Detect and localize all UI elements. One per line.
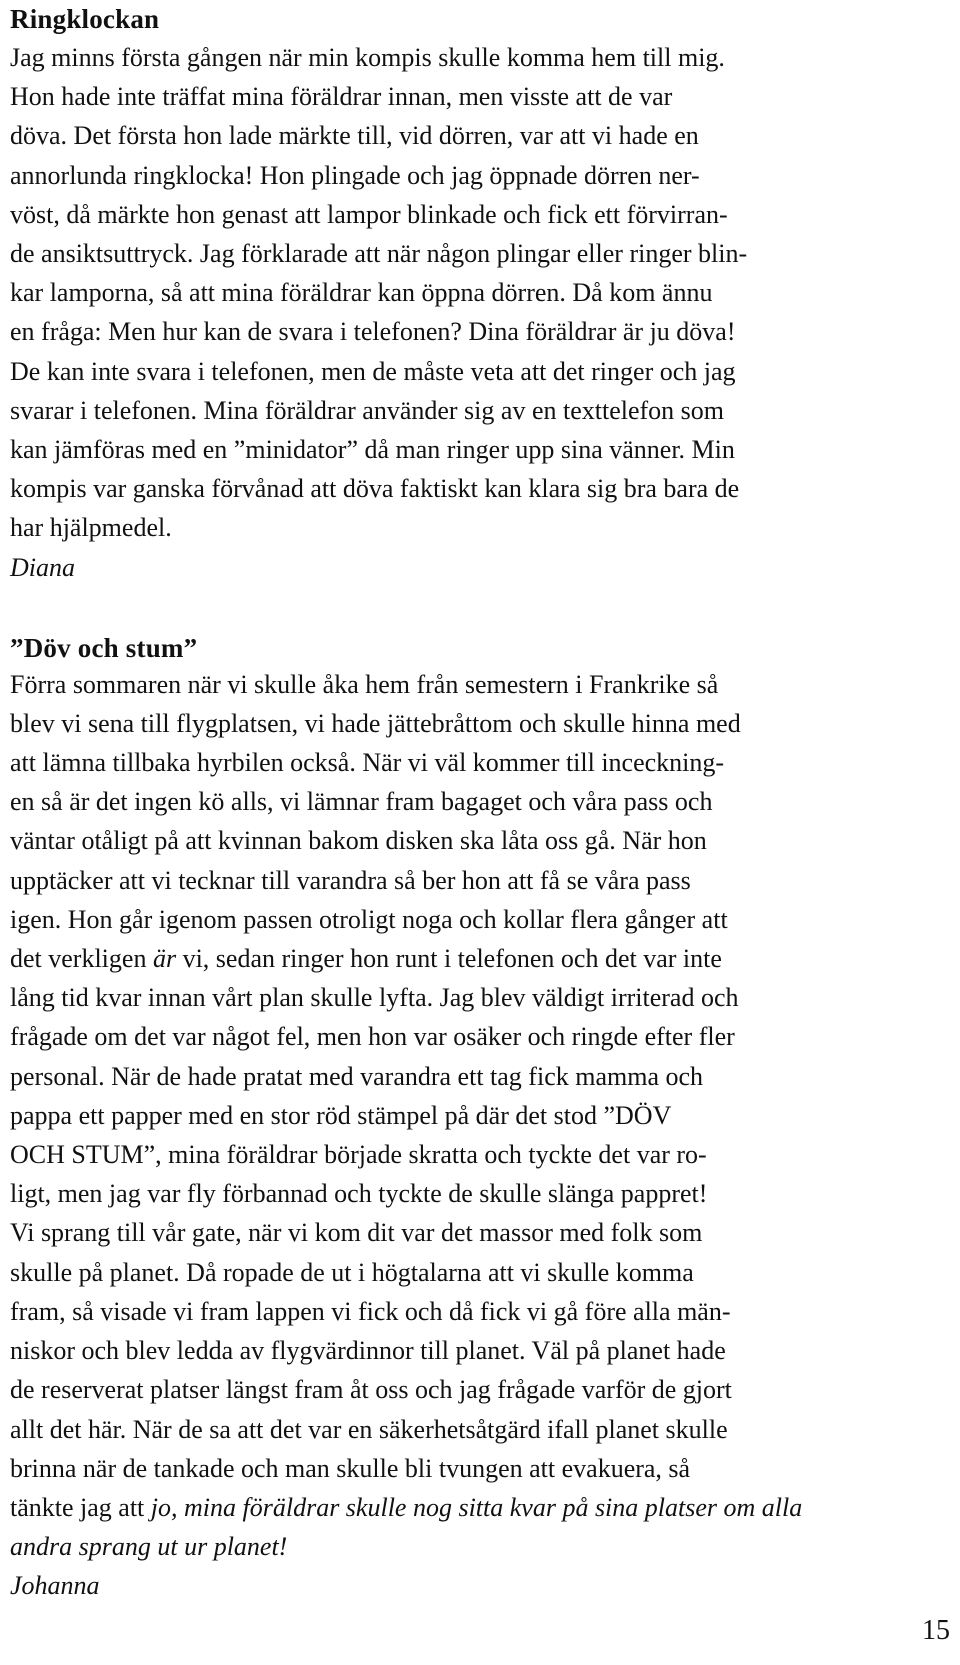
text-line: en fråga: Men hur kan de svara i telefonen? Dina föräldrar är ju döva! (10, 317, 736, 347)
text-segment: tänkte jag att (10, 1492, 151, 1522)
article-body (10, 38, 952, 548)
page-number: 15 (922, 1615, 950, 1646)
article-author: Johanna (10, 1571, 100, 1601)
text-line: de ansiktsuttryck. Jag förklarade att när någon plingar eller ringer blin- (10, 239, 748, 269)
text-line: Förra sommaren när vi skulle åka hem från semestern i Frankrike så (10, 669, 719, 699)
section-spacer (10, 587, 952, 625)
text-line: kar lamporna, så att mina föräldrar kan öppna dörren. Då kom ännu (10, 278, 713, 308)
text-line: svarar i telefonen. Mina föräldrar använder sig av en texttelefon som (10, 395, 724, 425)
emphasis-text: andra sprang ut ur planet! (10, 1532, 288, 1562)
text-line: lång tid kvar innan vårt plan skulle lyfta. Jag blev väldigt irriterad och (10, 983, 739, 1013)
text-segment: det verkligen (10, 944, 153, 974)
emphasis-text: jo, mina föräldrar skulle nog sitta kvar på sina platser om alla (150, 1492, 803, 1522)
text-line: Vi sprang till vår gate, när vi kom dit var det massor med folk som (10, 1218, 703, 1248)
text-line: skulle på planet. Då ropade de ut i högtalarna att vi skulle komma (10, 1257, 694, 1287)
text-line: Hon hade inte träffat mina föräldrar innan, men visste att de var (10, 82, 673, 112)
text-line: att lämna tillbaka hyrbilen också. När vi väl kommer till inceckning- (10, 748, 725, 778)
text-line: de reserverat platser längst fram åt oss och jag frågade varför de gjort (10, 1375, 732, 1405)
text-line: kompis var ganska förvånad att döva faktiskt kan klara sig bra bara de (10, 474, 740, 504)
text-line: personal. När de hade pratat med varandra ett tag fick mamma och (10, 1061, 704, 1091)
text-line: upptäcker att vi tecknar till varandra så ber hon att få se våra pass (10, 865, 691, 895)
article-title: ”Döv och stum” (10, 632, 198, 663)
text-line: ligt, men jag var fly förbannad och tyckte de skulle slänga pappret! (10, 1179, 708, 1209)
text-line (10, 1488, 952, 1527)
text-line: vöst, då märkte hon genast att lampor blinkade och fick ett förvirran- (10, 199, 728, 229)
text-line: brinna när de tankade och man skulle bli tvungen att evakuera, så (10, 1453, 691, 1483)
text-line: niskor och blev ledda av flygvärdinnor till planet. Väl på planet hade (10, 1336, 726, 1366)
text-line: väntar otåligt på att kvinnan bakom disken ska låta oss gå. När hon (10, 826, 707, 856)
text-line: OCH STUM”, mina föräldrar började skratta och tyckte det var ro- (10, 1140, 707, 1170)
text-line: pappa ett papper med en stor röd stämpel på där det stod ”DÖV (10, 1100, 672, 1130)
text-line: blev vi sena till flygplatsen, vi hade jättebråttom och skulle hinna med (10, 708, 741, 738)
text-line: annorlunda ringklocka! Hon plingade och jag öppnade dörren ner- (10, 160, 700, 190)
text-segment: vi, sedan ringer hon runt i telefonen och det var inte (176, 944, 722, 974)
article-title: Ringklockan (10, 4, 160, 34)
text-line: allt det här. När de sa att det var en säkerhetsåtgärd ifall planet skulle (10, 1414, 728, 1444)
text-line (10, 939, 952, 978)
article-author: Diana (10, 552, 75, 582)
text-line: kan jämföras med en ”minidator” då man ringer upp sina vänner. Min (10, 435, 735, 465)
text-line: igen. Hon går igenom passen otroligt noga och kollar flera gånger att (10, 904, 728, 934)
text-line: en så är det ingen kö alls, vi lämnar fram bagaget och våra pass och (10, 787, 713, 817)
text-line: De kan inte svara i telefonen, men de måste veta att det ringer och jag (10, 356, 736, 386)
emphasis-text: är (152, 944, 177, 974)
text-line: har hjälpmedel. (10, 513, 172, 543)
text-line: Jag minns första gången när min kompis skulle komma hem till mig. (10, 43, 725, 72)
text-line: döva. Det första hon lade märkte till, vid dörren, var att vi hade en (10, 121, 699, 151)
article-body (10, 665, 952, 1567)
text-line: fram, så visade vi fram lappen vi fick och då fick vi gå före alla män- (10, 1296, 731, 1326)
text-line: frågade om det var något fel, men hon var osäker och ringde efter fler (10, 1022, 735, 1052)
document-page (10, 2, 952, 1605)
